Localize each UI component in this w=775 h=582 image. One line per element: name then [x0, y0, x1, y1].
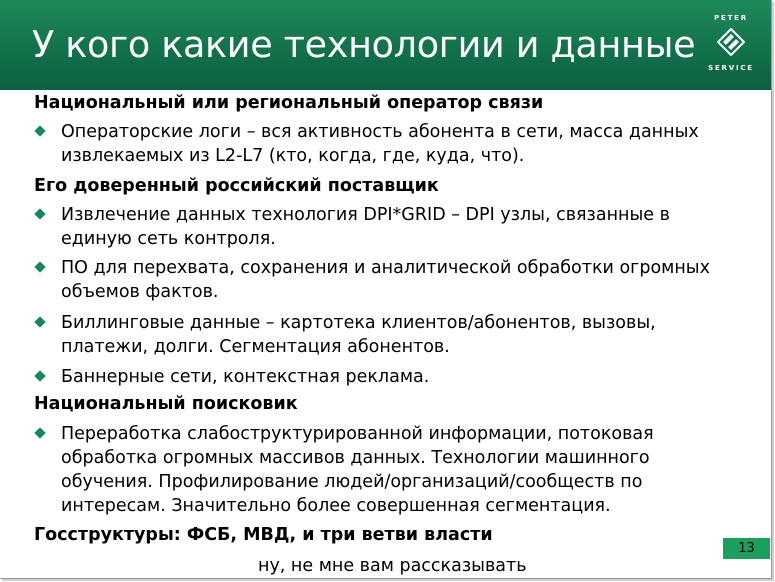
bullet-text: Переработка слабоструктурированной информации, потоковая обработка огромных массивов данных. Технологии машинного обучения. Профилирование людей/организаций/сообществ по интересам. Значительно более совершенная сегментация.	[61, 424, 654, 516]
bullet-text: ПО для перехвата, сохранения и аналитической обработки огромных объемов фактов.	[61, 258, 710, 302]
footer-note: ну, не мне вам рассказывать	[258, 556, 527, 576]
bullet-text: Операторские логи – вся активность абонента в сети, масса данных извлекаемых из L2-L7 (кто, когда, где, куда, что).	[61, 122, 699, 166]
section-heading-government: Госструктуры: ФСБ, МВД, и три ветви власти	[34, 525, 493, 545]
title-bar	[0, 0, 771, 90]
peter-service-logo	[700, 14, 762, 74]
bullet-text: Извлечение данных технология DPI*GRID – DPI узлы, связанные в единую сеть контроля.	[61, 205, 670, 249]
page-number-badge: 13	[723, 538, 770, 559]
logo-top-text: PETER	[714, 14, 748, 22]
section-heading-search-engine: Национальный поисковик	[34, 394, 298, 414]
diamond-bullet-icon	[34, 370, 45, 381]
slide-title: У кого какие технологии и данные	[32, 23, 696, 66]
section-heading-supplier: Его доверенный российский поставщик	[34, 176, 439, 196]
diamond-bullet-icon	[34, 208, 45, 219]
diamond-bullet-icon	[34, 261, 45, 272]
diamond-logo-icon	[717, 28, 745, 56]
section-heading-operator: Национальный или региональный оператор связи	[34, 93, 544, 113]
logo-bottom-text: SERVICE	[708, 64, 754, 72]
bullet-text: Биллинговые данные – картотека клиентов/абонентов, вызовы, платежи, долги. Сегментация абонентов.	[61, 313, 656, 357]
diamond-bullet-icon	[34, 125, 45, 136]
diamond-bullet-icon	[34, 316, 45, 327]
diamond-bullet-icon	[34, 427, 45, 438]
bullet-text: Баннерные сети, контекстная реклама.	[61, 367, 430, 387]
